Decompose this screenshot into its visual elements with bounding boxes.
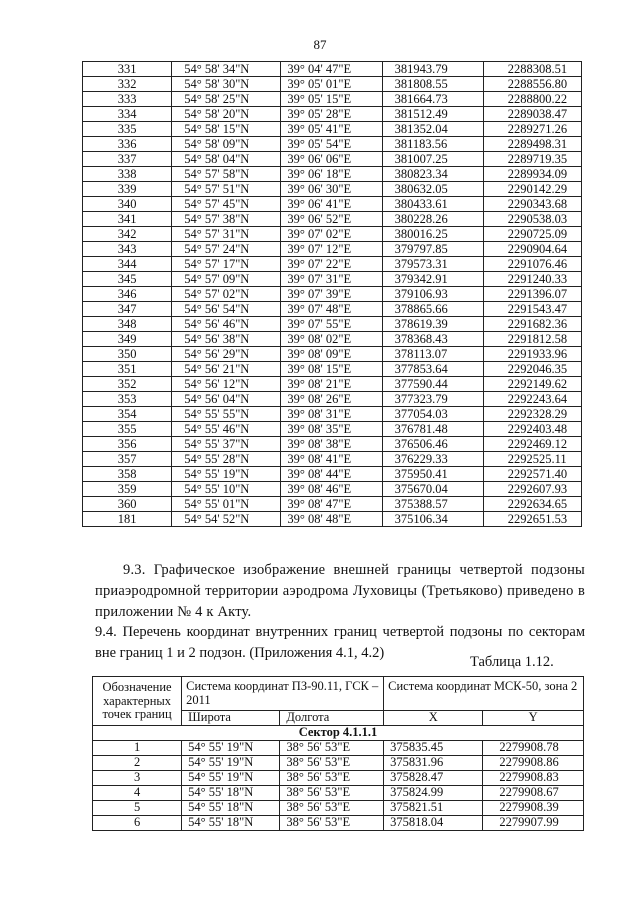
latitude-cell: 54° 58' 30"N <box>172 77 281 92</box>
latitude-cell: 54° 55' 19"N <box>182 771 280 786</box>
table-row <box>83 482 582 497</box>
longitude-cell: 39° 07' 12"E <box>281 242 382 257</box>
x-coordinate-cell: 375831.96 <box>384 756 483 771</box>
latitude-cell: 54° 57' 02"N <box>172 287 281 302</box>
y-coordinate-cell: 2288556.80 <box>483 77 581 92</box>
x-coordinate-cell: 375821.51 <box>384 801 483 816</box>
y-coordinate-cell: 2289719.35 <box>483 152 581 167</box>
longitude-cell: 39° 08' 09"E <box>281 347 382 362</box>
point-number-cell: 340 <box>83 197 172 212</box>
x-coordinate-cell: 381664.73 <box>382 92 483 107</box>
longitude-cell: 39° 07' 39"E <box>281 287 382 302</box>
y-coordinate-cell: 2292403.48 <box>483 422 581 437</box>
y-coordinate-cell: 2292243.64 <box>483 392 581 407</box>
longitude-cell: 39° 07' 48"E <box>281 302 382 317</box>
longitude-cell: 39° 08' 26"E <box>281 392 382 407</box>
point-number-cell: 336 <box>83 137 172 152</box>
x-coordinate-cell: 377590.44 <box>382 377 483 392</box>
table-row <box>83 77 582 92</box>
table-row <box>83 197 582 212</box>
x-coordinate-cell: 380632.05 <box>382 182 483 197</box>
point-number-cell: 339 <box>83 182 172 197</box>
point-number-cell: 3 <box>93 771 182 786</box>
y-coordinate-cell: 2292525.11 <box>483 452 581 467</box>
y-coordinate-cell: 2289271.26 <box>483 122 581 137</box>
table-row <box>83 362 582 377</box>
latitude-cell: 54° 55' 19"N <box>182 741 280 756</box>
table-row <box>83 137 582 152</box>
y-coordinate-cell: 2291933.96 <box>483 347 581 362</box>
longitude-cell: 39° 06' 06"E <box>281 152 382 167</box>
coordinates-table-continued <box>82 61 582 527</box>
table-row <box>83 422 582 437</box>
latitude-cell: 54° 57' 17"N <box>172 257 281 272</box>
latitude-cell: 54° 58' 20"N <box>172 107 281 122</box>
x-coordinate-cell: 375835.45 <box>384 741 483 756</box>
table-row <box>83 287 582 302</box>
longitude-cell: 39° 08' 21"E <box>281 377 382 392</box>
x-coordinate-cell: 377853.64 <box>382 362 483 377</box>
y-coordinate-cell: 2291812.58 <box>483 332 581 347</box>
point-number-cell: 333 <box>83 92 172 107</box>
table-row <box>83 62 582 77</box>
latitude-cell: 54° 55' 18"N <box>182 816 280 831</box>
y-coordinate-cell: 2291543.47 <box>483 302 581 317</box>
latitude-cell: 54° 56' 46"N <box>172 317 281 332</box>
table-row <box>83 317 582 332</box>
header-system-gsk: Система координат ПЗ-90.11, ГСК – 2011 <box>182 677 384 711</box>
header-x: X <box>384 711 483 726</box>
table-row <box>83 272 582 287</box>
sector-row <box>93 726 584 741</box>
y-coordinate-cell: 2290538.03 <box>483 212 581 227</box>
point-number-cell: 353 <box>83 392 172 407</box>
x-coordinate-cell: 381943.79 <box>382 62 483 77</box>
table-row <box>83 212 582 227</box>
sector-coordinates-table <box>92 676 584 831</box>
latitude-cell: 54° 58' 04"N <box>172 152 281 167</box>
point-number-cell: 342 <box>83 227 172 242</box>
table-row <box>83 122 582 137</box>
longitude-cell: 38° 56' 53"E <box>280 741 384 756</box>
y-coordinate-cell: 2288308.51 <box>483 62 581 77</box>
point-number-cell: 354 <box>83 407 172 422</box>
latitude-cell: 54° 56' 04"N <box>172 392 281 407</box>
y-coordinate-cell: 2292046.35 <box>483 362 581 377</box>
point-number-cell: 345 <box>83 272 172 287</box>
x-coordinate-cell: 380228.26 <box>382 212 483 227</box>
x-coordinate-cell: 375818.04 <box>384 816 483 831</box>
table-row <box>93 801 584 816</box>
x-coordinate-cell: 381007.25 <box>382 152 483 167</box>
latitude-cell: 54° 57' 38"N <box>172 212 281 227</box>
point-number-cell: 358 <box>83 467 172 482</box>
latitude-cell: 54° 55' 18"N <box>182 801 280 816</box>
x-coordinate-cell: 378368.43 <box>382 332 483 347</box>
x-coordinate-cell: 379342.91 <box>382 272 483 287</box>
latitude-cell: 54° 58' 09"N <box>172 137 281 152</box>
longitude-cell: 39° 07' 22"E <box>281 257 382 272</box>
x-coordinate-cell: 380823.34 <box>382 167 483 182</box>
point-number-cell: 350 <box>83 347 172 362</box>
point-number-cell: 6 <box>93 816 182 831</box>
longitude-cell: 39° 08' 02"E <box>281 332 382 347</box>
longitude-cell: 39° 06' 41"E <box>281 197 382 212</box>
x-coordinate-cell: 375824.99 <box>384 786 483 801</box>
point-number-cell: 332 <box>83 77 172 92</box>
latitude-cell: 54° 58' 15"N <box>172 122 281 137</box>
point-number-cell: 5 <box>93 801 182 816</box>
point-number-cell: 348 <box>83 317 172 332</box>
latitude-cell: 54° 55' 55"N <box>172 407 281 422</box>
y-coordinate-cell: 2290142.29 <box>483 182 581 197</box>
table-row <box>83 152 582 167</box>
latitude-cell: 54° 55' 19"N <box>182 756 280 771</box>
y-coordinate-cell: 2291682.36 <box>483 317 581 332</box>
x-coordinate-cell: 378619.39 <box>382 317 483 332</box>
latitude-cell: 54° 57' 24"N <box>172 242 281 257</box>
latitude-cell: 54° 56' 54"N <box>172 302 281 317</box>
point-number-cell: 334 <box>83 107 172 122</box>
y-coordinate-cell: 2292651.53 <box>483 512 581 527</box>
page-number: 87 <box>313 37 327 52</box>
longitude-cell: 39° 04' 47"E <box>281 62 382 77</box>
table-row <box>83 92 582 107</box>
table-row <box>83 452 582 467</box>
longitude-cell: 39° 08' 48"E <box>281 512 382 527</box>
x-coordinate-cell: 379106.93 <box>382 287 483 302</box>
table-row <box>83 182 582 197</box>
y-coordinate-cell: 2291240.33 <box>483 272 581 287</box>
point-number-cell: 347 <box>83 302 172 317</box>
longitude-cell: 39° 07' 55"E <box>281 317 382 332</box>
x-coordinate-cell: 381352.04 <box>382 122 483 137</box>
table-row <box>93 786 584 801</box>
point-number-cell: 355 <box>83 422 172 437</box>
longitude-cell: 39° 08' 41"E <box>281 452 382 467</box>
y-coordinate-cell: 2291396.07 <box>483 287 581 302</box>
longitude-cell: 39° 08' 15"E <box>281 362 382 377</box>
x-coordinate-cell: 376781.48 <box>382 422 483 437</box>
table-row <box>83 257 582 272</box>
y-coordinate-cell: 2292571.40 <box>483 467 581 482</box>
y-coordinate-cell: 2289038.47 <box>483 107 581 122</box>
latitude-cell: 54° 55' 37"N <box>172 437 281 452</box>
x-coordinate-cell: 381512.49 <box>382 107 483 122</box>
latitude-cell: 54° 56' 21"N <box>172 362 281 377</box>
longitude-cell: 39° 05' 28"E <box>281 107 382 122</box>
table-row <box>83 107 582 122</box>
y-coordinate-cell: 2290343.68 <box>483 197 581 212</box>
y-coordinate-cell: 2279908.86 <box>483 756 584 771</box>
point-number-cell: 2 <box>93 756 182 771</box>
y-coordinate-cell: 2279908.39 <box>483 801 584 816</box>
latitude-cell: 54° 56' 29"N <box>172 347 281 362</box>
x-coordinate-cell: 377323.79 <box>382 392 483 407</box>
point-number-cell: 357 <box>83 452 172 467</box>
point-number-cell: 359 <box>83 482 172 497</box>
point-number-cell: 331 <box>83 62 172 77</box>
paragraph-9-4: 9.4. Перечень координат внутренних границ четвертой подзоны по секторам вне границ 1 и 2 подзон. (Приложения 4.1, 4.2) <box>95 624 585 661</box>
table-row <box>83 497 582 512</box>
table-row <box>83 467 582 482</box>
header-latitude: Широта <box>182 711 280 726</box>
header-longitude: Долгота <box>280 711 384 726</box>
latitude-cell: 54° 57' 58"N <box>172 167 281 182</box>
latitude-cell: 54° 57' 09"N <box>172 272 281 287</box>
x-coordinate-cell: 380433.61 <box>382 197 483 212</box>
y-coordinate-cell: 2289498.31 <box>483 137 581 152</box>
point-number-cell: 343 <box>83 242 172 257</box>
y-coordinate-cell: 2279907.99 <box>483 816 584 831</box>
longitude-cell: 39° 08' 38"E <box>281 437 382 452</box>
header-system-msk: Система координат МСК-50, зона 2 <box>384 677 584 711</box>
latitude-cell: 54° 55' 46"N <box>172 422 281 437</box>
table-row <box>83 242 582 257</box>
table-row <box>83 512 582 527</box>
latitude-cell: 54° 55' 18"N <box>182 786 280 801</box>
table-row <box>83 347 582 362</box>
y-coordinate-cell: 2279908.83 <box>483 771 584 786</box>
x-coordinate-cell: 378113.07 <box>382 347 483 362</box>
table-row <box>83 392 582 407</box>
table-row <box>93 771 584 786</box>
x-coordinate-cell: 375106.34 <box>382 512 483 527</box>
table-row <box>83 437 582 452</box>
point-number-cell: 344 <box>83 257 172 272</box>
latitude-cell: 54° 55' 10"N <box>172 482 281 497</box>
y-coordinate-cell: 2292149.62 <box>483 377 581 392</box>
x-coordinate-cell: 381183.56 <box>382 137 483 152</box>
longitude-cell: 39° 05' 15"E <box>281 92 382 107</box>
x-coordinate-cell: 378865.66 <box>382 302 483 317</box>
x-coordinate-cell: 379573.31 <box>382 257 483 272</box>
x-coordinate-cell: 375670.04 <box>382 482 483 497</box>
longitude-cell: 39° 08' 44"E <box>281 467 382 482</box>
longitude-cell: 39° 07' 31"E <box>281 272 382 287</box>
latitude-cell: 54° 55' 01"N <box>172 497 281 512</box>
x-coordinate-cell: 375388.57 <box>382 497 483 512</box>
latitude-cell: 54° 56' 12"N <box>172 377 281 392</box>
point-number-cell: 341 <box>83 212 172 227</box>
longitude-cell: 39° 06' 18"E <box>281 167 382 182</box>
paragraph-9-3: 9.3. Графическое изображение внешней границы четвертой подзоны приаэродромной территории аэродрома Луховицы (Третьяково) приведено в приложении № 4 к Акту. <box>95 562 585 620</box>
header-points: Обозначение характерных точек границ <box>93 677 182 726</box>
table-caption: Таблица 1.12. <box>470 654 554 670</box>
point-number-cell: 352 <box>83 377 172 392</box>
longitude-cell: 39° 08' 46"E <box>281 482 382 497</box>
y-coordinate-cell: 2292607.93 <box>483 482 581 497</box>
x-coordinate-cell: 375950.41 <box>382 467 483 482</box>
x-coordinate-cell: 380016.25 <box>382 227 483 242</box>
longitude-cell: 38° 56' 53"E <box>280 801 384 816</box>
latitude-cell: 54° 54' 52"N <box>172 512 281 527</box>
latitude-cell: 54° 55' 19"N <box>172 467 281 482</box>
point-number-cell: 337 <box>83 152 172 167</box>
longitude-cell: 39° 06' 30"E <box>281 182 382 197</box>
table-row <box>83 407 582 422</box>
point-number-cell: 349 <box>83 332 172 347</box>
x-coordinate-cell: 379797.85 <box>382 242 483 257</box>
latitude-cell: 54° 57' 51"N <box>172 182 281 197</box>
latitude-cell: 54° 55' 28"N <box>172 452 281 467</box>
table-row <box>83 302 582 317</box>
x-coordinate-cell: 376229.33 <box>382 452 483 467</box>
point-number-cell: 346 <box>83 287 172 302</box>
table-row <box>83 332 582 347</box>
table-row <box>83 377 582 392</box>
table-row <box>93 816 584 831</box>
point-number-cell: 338 <box>83 167 172 182</box>
x-coordinate-cell: 377054.03 <box>382 407 483 422</box>
longitude-cell: 38° 56' 53"E <box>280 756 384 771</box>
longitude-cell: 38° 56' 53"E <box>280 771 384 786</box>
y-coordinate-cell: 2279908.67 <box>483 786 584 801</box>
longitude-cell: 38° 56' 53"E <box>280 816 384 831</box>
table-row <box>93 741 584 756</box>
point-number-cell: 351 <box>83 362 172 377</box>
y-coordinate-cell: 2292469.12 <box>483 437 581 452</box>
latitude-cell: 54° 58' 25"N <box>172 92 281 107</box>
longitude-cell: 38° 56' 53"E <box>280 786 384 801</box>
y-coordinate-cell: 2292328.29 <box>483 407 581 422</box>
longitude-cell: 39° 06' 52"E <box>281 212 382 227</box>
point-number-cell: 335 <box>83 122 172 137</box>
longitude-cell: 39° 08' 31"E <box>281 407 382 422</box>
point-number-cell: 356 <box>83 437 172 452</box>
x-coordinate-cell: 381808.55 <box>382 77 483 92</box>
longitude-cell: 39° 05' 41"E <box>281 122 382 137</box>
y-coordinate-cell: 2292634.65 <box>483 497 581 512</box>
header-y: Y <box>483 711 584 726</box>
sector-label: Сектор 4.1.1.1 <box>93 726 584 741</box>
latitude-cell: 54° 56' 38"N <box>172 332 281 347</box>
y-coordinate-cell: 2279908.78 <box>483 741 584 756</box>
y-coordinate-cell: 2288800.22 <box>483 92 581 107</box>
x-coordinate-cell: 376506.46 <box>382 437 483 452</box>
longitude-cell: 39° 07' 02"E <box>281 227 382 242</box>
longitude-cell: 39° 05' 54"E <box>281 137 382 152</box>
longitude-cell: 39° 05' 01"E <box>281 77 382 92</box>
y-coordinate-cell: 2290904.64 <box>483 242 581 257</box>
table-row <box>83 167 582 182</box>
y-coordinate-cell: 2289934.09 <box>483 167 581 182</box>
table-header-row <box>93 677 584 711</box>
latitude-cell: 54° 57' 45"N <box>172 197 281 212</box>
longitude-cell: 39° 08' 47"E <box>281 497 382 512</box>
x-coordinate-cell: 375828.47 <box>384 771 483 786</box>
y-coordinate-cell: 2291076.46 <box>483 257 581 272</box>
table-row <box>83 227 582 242</box>
longitude-cell: 39° 08' 35"E <box>281 422 382 437</box>
point-number-cell: 181 <box>83 512 172 527</box>
latitude-cell: 54° 57' 31"N <box>172 227 281 242</box>
latitude-cell: 54° 58' 34"N <box>172 62 281 77</box>
point-number-cell: 360 <box>83 497 172 512</box>
y-coordinate-cell: 2290725.09 <box>483 227 581 242</box>
point-number-cell: 4 <box>93 786 182 801</box>
table-row <box>93 756 584 771</box>
point-number-cell: 1 <box>93 741 182 756</box>
